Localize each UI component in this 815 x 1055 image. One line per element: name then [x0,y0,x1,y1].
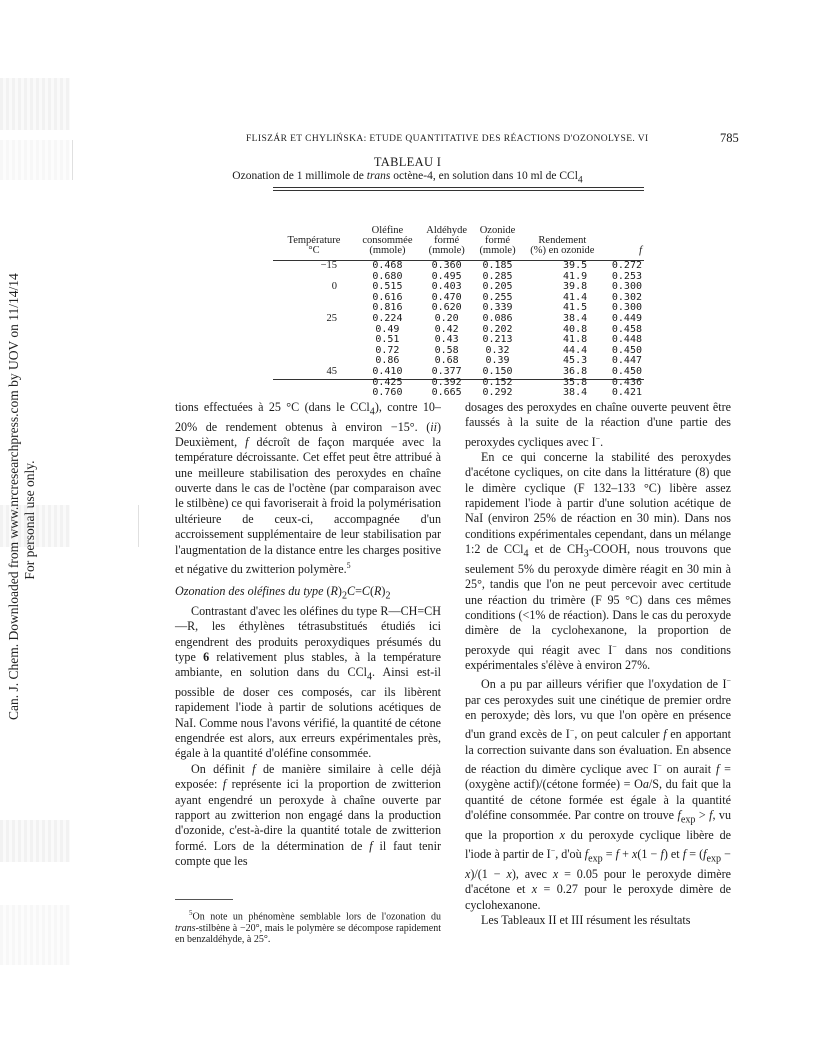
cell-rendement: 35.8 [563,376,588,388]
cell-temperature [273,272,355,283]
cell-ozonide: 0.285 [482,270,513,282]
cell-temperature [273,356,355,367]
footnote-rule [175,899,233,900]
cell-rendement: 45.3 [563,355,588,367]
data-table [273,196,644,399]
cell-f: 0.450 [611,344,642,356]
cell-olefine: 0.680 [372,270,403,282]
scan-artifact [0,78,70,130]
cell-aldehyde: 0.68 [434,355,459,367]
scan-artifact [138,505,139,547]
cell-olefine: 0.86 [375,355,400,367]
cell-olefine: 0.816 [372,302,403,314]
cell-rendement: 41.8 [563,334,588,346]
cell-olefine: 0.616 [372,291,403,303]
cell-f: 0.300 [611,302,642,314]
header-temperature [273,196,355,256]
cell-olefine: 0.51 [375,334,400,346]
cell-f: 0.458 [611,323,642,335]
cell-olefine: 0.224 [372,312,403,324]
cell-aldehyde: 0.665 [431,387,462,399]
paragraph: En ce qui concerne la stabilité des peroxydes d'acétone cycliques, on cite dans la littérature (8) que le dimère cyclique (F 132–133 °C) libère assez rapidement l'iode à partir d'une solution acétique de NaI (environ 25% de réaction en 30 min). Dans nos conditions expérimentales cependant, dans un mélange 1:2 de CCl$_4$ et de $CH_3$-COOH, nous trouvons que seulement 5% du peroxyde dimère réagit en 30 min à 25°, tandis que l'on ne peut percevoir avec certitude une réaction du trimère (F 95 °C) dans ces mêmes conditions (<1% de réaction). Dans le cas du peroxyde dimère de la cyclohexanone, la proportion de peroxyde qui réagit avec I− dans nos conditions expérimentales s'élève à environ 27%. [465,450,732,672]
running-head: FLISZÁR ET CHYLIŃSKA: ETUDE QUANTITATIVE DES RÉACTIONS D'OZONOLYSE. VI [246,134,649,144]
cell-aldehyde: 0.377 [431,365,462,377]
cell-f: 0.421 [611,387,642,399]
header-line: formé [434,235,460,246]
scan-artifact [0,820,70,862]
header-olefine [355,196,420,256]
cell-ozonide: 0.39 [485,355,510,367]
cell-rendement: 38.4 [563,312,588,324]
paragraph: dosages des peroxydes en chaîne ouverte peuvent être faussés à la suite de la réaction d'une partie des peroxydes cycliques avec I−. [465,400,731,449]
cell-ozonide: 0.202 [482,323,513,335]
left-column [175,400,441,869]
header-line: (mmole) [428,245,465,256]
cell-f: 0.449 [611,312,642,324]
caption-italic: trans [366,170,391,182]
cell-f: 0.302 [611,291,642,303]
cell-aldehyde: 0.42 [434,323,459,335]
cell-temperature [273,346,355,357]
header-aldehyde [420,196,474,256]
cell-temperature: 0 [331,281,337,293]
caption-part: octène-4, en solution dans 10 ml de CCl [390,170,578,182]
cell-olefine: 0.72 [375,344,400,356]
header-line: Rendement [538,235,587,246]
cell-olefine: 0.425 [372,376,403,388]
table-row [273,388,644,399]
cell-ozonide: 0.32 [485,344,510,356]
table-row [273,314,644,325]
cell-f: 0.272 [611,260,642,271]
cell-temperature [273,388,355,399]
section-heading: Ozonation des oléfines du type $(R)_2C=C(R)_2$ [175,584,391,602]
caption-subscript: 4 [577,174,583,186]
cell-temperature [273,335,355,346]
cell-rendement: 38.4 [563,387,588,399]
cell-aldehyde: 0.620 [431,302,462,314]
cell-temperature [273,378,355,389]
right-column [465,400,731,928]
cell-ozonide: 0.185 [482,260,513,271]
cell-temperature: 45 [326,365,337,377]
header-f: f [639,245,642,256]
cell-rendement: 40.8 [563,323,588,335]
header-ozonide [473,196,521,256]
header-line: °C [308,245,320,256]
header-line: Aldéhyde [426,225,468,236]
cell-rendement: 39.8 [563,281,588,293]
cell-aldehyde: 0.495 [431,270,462,282]
header-line: (mmole) [479,245,516,256]
header-line: formé [484,235,511,246]
scan-artifact [0,905,70,965]
header-line: (mmole) [369,245,406,256]
cell-rendement: 39.5 [563,260,588,271]
cell-ozonide: 0.152 [482,376,513,388]
cell-temperature: −15 [320,260,337,271]
paragraph: On définit f de manière similaire à celle déjà exposée: f représente ici la proportion de zwitterion ayant engendré un peroxyde à chaîne ouverte par rapport au zwitterion non engagé dans la production d'ozonide, c'est-à-dire la quantité totale de zwitterion formé. Lors de la détermination de f il faut tenir compte que les [175,761,441,868]
watermark-line-1: Can. J. Chem. Downloaded from www.nrcresearchpress.com by UOV on 11/14/14 [6,273,21,720]
cell-rendement: 41.9 [563,270,588,282]
header-line: consommée [362,235,413,246]
table-caption [0,170,815,185]
table-rule [273,187,644,188]
paragraph: Contrastant d'avec les oléfines du type R—CH=CH—R, les éthylènes tétrasubstitués étudiés ici engendrent des produits peroxydiques présumés du type 6 relativement plus stables, à la température ambiante, en solution dans du CCl$_4$. Ainsi est-il possible de doser ces composés, car ils libèrent rapidement l'iode à partir de solutions acétiques de NaI. Comme nous l'avons vérifié, la quantité de cétone engendrée est alors, aux erreurs expérimentales près, égale à la quantité d'oléfine consommée. [175,603,441,761]
header-line: Oléfine [371,225,404,236]
table-row [273,367,644,378]
header-line: Ozonide [479,225,516,236]
cell-temperature [273,303,355,314]
cell-rendement: 36.8 [563,365,588,377]
paragraph: tions effectuées à 25 °C (dans le CCl$_4$), contre 10–20% de rendement obtenus à environ −15°. (ii) Deuxièment, f décroît de façon marquée avec la température décroissante. Cet effet peut être attribué à une meilleure stabilisation des peroxydes en chaîne ouverte dans le cas de l'octène (par comparaison avec le stilbène) ce qui favoriserait à froid la polymérisation ultérieure de ceux-ci, accompagnée d'un accroissement supplémentaire de leur stabilisation par l'augmentation de la distance entre les charges positive et négative du zwitterion polymère.$^5$ [175,400,442,576]
cell-rendement: 41.5 [563,302,588,314]
cell-aldehyde: 0.392 [431,376,462,388]
header-line: (%) en ozonide [530,245,595,256]
cell-ozonide: 0.150 [482,365,513,377]
cell-olefine: 0.468 [372,260,403,271]
paragraph: On a pu par ailleurs vérifier que l'oxydation de I− par ces peroxydes suit une cinétique de premier ordre en peroxyde; dès lors, vu que l'on opère en présence d'un grand excès de I−, on peut calculer f en apportant la correction suivante dans son évaluation. En absence de réaction du dimère cyclique avec I− on aurait f = (oxygène actif)/(cétone formée) = Oa/S, du fait que la quantité de cétone formée est égale à la quantité d'oléfine consommée. Par contre on trouve $f_{exp} > f$, vu que la proportion x du peroxyde cyclique libère de l'iode à partir de I−, d'où $f_{exp} = f + x(1 - f)$ et $f = (f_{exp} - x)/(1 - x)$, avec x = 0.05 pour le peroxyde dimère d'acétone et x = 0.27 pour le peroxyde dimère de cyclohexanone. [465,676,731,912]
cell-aldehyde: 0.58 [434,344,459,356]
cell-aldehyde: 0.403 [431,281,462,293]
header-line: Température [287,235,341,246]
cell-olefine: 0.760 [372,387,403,399]
table-title: TABLEAU I [373,155,442,169]
cell-olefine: 0.515 [372,281,403,293]
cell-f: 0.300 [611,281,642,293]
cell-aldehyde: 0.43 [434,334,459,346]
cell-ozonide: 0.086 [482,312,513,324]
page-number: 785 [720,131,739,145]
footnote-text: $^5$On note un phénomène semblable lors de l'ozonation du trans-stilbène à −20°, mais le polymère se décompose rapidement en benzaldéhyde, à 25°. [175,909,441,946]
cell-olefine: 0.410 [372,365,403,377]
cell-temperature [273,325,355,336]
caption-part: Ozonation de 1 millimole de [232,170,367,182]
cell-ozonide: 0.292 [482,387,513,399]
cell-f: 0.450 [611,365,642,377]
paragraph: Les Tableaux II et III résument les résultats [481,913,691,928]
cell-rendement: 44.4 [563,344,588,356]
cell-ozonide: 0.213 [482,334,513,346]
header-rendement [522,196,604,256]
cell-temperature [273,293,355,304]
download-watermark [6,273,40,720]
cell-aldehyde: 0.20 [434,312,459,324]
cell-f: 0.253 [611,270,642,282]
cell-f: 0.448 [611,334,642,346]
cell-temperature: 25 [326,312,337,324]
cell-olefine: 0.49 [375,323,400,335]
watermark-line-2: For personal use only. [22,460,37,580]
cell-aldehyde: 0.360 [431,260,462,271]
cell-f: 0.436 [611,376,642,388]
table-rule [273,190,644,191]
cell-f: 0.447 [611,355,642,367]
footnote [175,908,441,946]
cell-rendement: 41.4 [563,291,588,303]
cell-ozonide: 0.205 [482,281,513,293]
table-row [273,261,644,272]
cell-aldehyde: 0.470 [431,291,462,303]
cell-ozonide: 0.339 [482,302,513,314]
cell-ozonide: 0.255 [482,291,513,303]
